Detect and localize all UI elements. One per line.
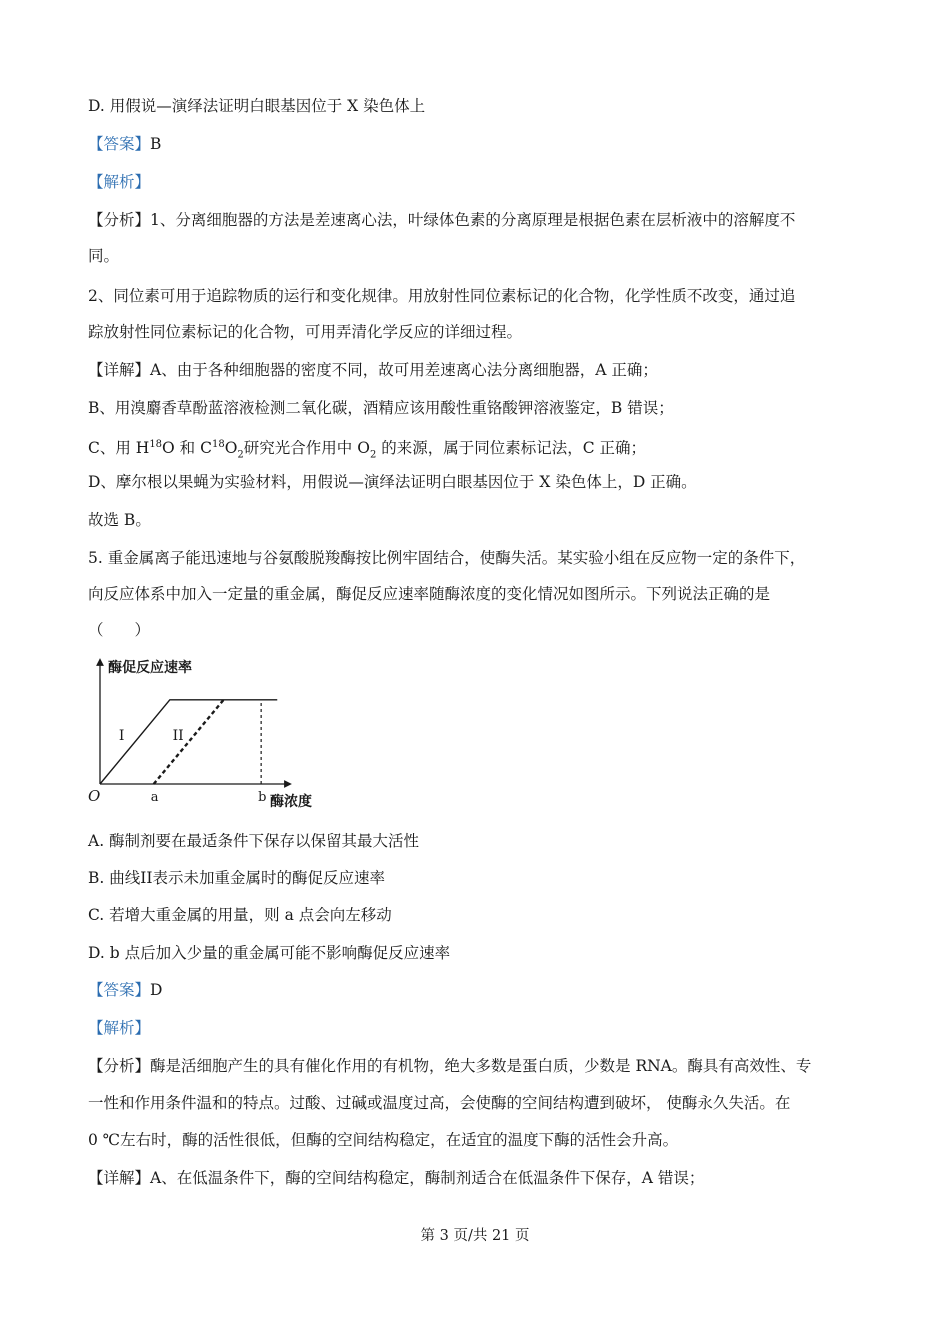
q5-option-d: D. b 点后加入少量的重金属可能不影响酶促反应速率 — [88, 944, 451, 962]
q4-xiangjie-d: D、摩尔根以果蝇为实验材料，用假说—演绎法证明白眼基因位于 X 染色体上，D 正确。 — [88, 473, 697, 491]
q4-conclusion: 故选 B。 — [88, 511, 151, 529]
q4-fenxi-line-2: 同。 — [88, 247, 120, 265]
answer-tag: 【答案】 — [88, 135, 151, 153]
q5-xiangjie-a — [88, 1166, 704, 1190]
q5-analysis-heading — [88, 1016, 150, 1040]
answer-value: D — [150, 981, 163, 999]
q4-answer — [88, 132, 161, 156]
series-I-label: I — [118, 727, 125, 744]
q5-fenxi-line-1 — [88, 1054, 811, 1078]
q5-answer — [88, 978, 162, 1002]
series-II-line — [154, 700, 224, 784]
series-II-label: II — [172, 727, 184, 744]
c-sup-2: 18 — [211, 439, 225, 450]
q4-analysis-heading — [88, 170, 150, 194]
fenxi-tag: 【分析】 — [88, 211, 151, 229]
analysis-tag: 【解析】 — [88, 173, 151, 191]
c-text-3: O — [224, 439, 238, 458]
xiangjie-tag: 【详解】 — [88, 361, 151, 379]
c-sub-2: 2 — [369, 449, 377, 461]
tick-label-b: b — [258, 790, 267, 805]
q5-fenxi-line-3: 0 ℃左右时，酶的活性很低，但酶的空间结构稳定，在适宜的温度下酶的活性会升高。 — [88, 1131, 679, 1149]
c-sub-1: 2 — [237, 449, 244, 461]
q5-stem-line-2: 向反应体系中加入一定量的重金属，酶促反应速率随酶浓度的变化情况如图所示。下列说法正确的是 — [88, 585, 771, 603]
q5-stem-line-1: 5. 重金属离子能迅速地与谷氨酸脱羧酶按比例牢固结合，使酶失活。某实验小组在反应物一定的条件下， — [88, 549, 806, 567]
c-sup-1: 18 — [149, 439, 163, 450]
c-text-1: C、用 H — [88, 439, 150, 458]
x-axis-label: 酶浓度 — [270, 794, 312, 810]
c-text-2: O 和 C — [162, 439, 212, 458]
analysis-tag: 【解析】 — [88, 1019, 151, 1037]
answer-tag: 【答案】 — [88, 981, 151, 999]
q5-option-a: A. 酶制剂要在最适条件下保存以保留其最大活性 — [88, 832, 420, 850]
q5-stem-line-3: （ ） — [88, 621, 151, 639]
xiangjie-text: A、由于各种细胞器的密度不同，故可用差速离心法分离细胞器，A 正确； — [150, 361, 658, 379]
c-text-5: 的来源，属于同位素标记法，C 正确； — [376, 439, 647, 458]
y-axis-label: 酶促反应速率 — [108, 660, 192, 676]
q4-xiangjie-b: B、用溴麝香草酚蓝溶液检测二氧化碳，酒精应该用酸性重铬酸钾溶液鉴定，B 错误； — [88, 399, 674, 417]
xiangjie-text: A、在低温条件下，酶的空间结构稳定，酶制剂适合在低温条件下保存，A 错误； — [150, 1169, 705, 1187]
fenxi-tag: 【分析】 — [88, 1057, 151, 1075]
q4-option-d: D. 用假说—演绎法证明白眼基因位于 X 染色体上 — [88, 97, 426, 115]
fenxi-text: 酶是活细胞产生的具有催化作用的有机物，绝大多数是蛋白质，少数是 RNA。酶具有高效性、专 — [150, 1057, 812, 1075]
page-footer: 第 3 页/共 21 页 — [420, 1228, 530, 1244]
series-I-line — [100, 700, 277, 784]
enzyme-rate-chart — [82, 656, 322, 816]
tick-label-a: a — [150, 790, 159, 805]
q5-fenxi-line-2: 一性和作用条件温和的特点。过酸、过碱或温度过高，会使酶的空间结构遭到破坏， 使酶永久失活。在 — [88, 1094, 791, 1112]
q4-fenxi-line-4: 踪放射性同位素标记的化合物，可用弄清化学反应的详细过程。 — [88, 323, 523, 341]
q5-option-b: B. 曲线II表示未加重金属时的酶促反应速率 — [88, 869, 385, 887]
origin-label: O — [88, 787, 101, 805]
q4-fenxi-line-1 — [88, 208, 795, 232]
q4-xiangjie-a — [88, 358, 658, 382]
c-text-4: 研究光合作用中 O — [243, 439, 370, 458]
fenxi-text: 1、分离细胞器的方法是差速离心法，叶绿体色素的分离原理是根据色素在层析液中的溶解度不 — [150, 211, 796, 229]
q4-xiangjie-c — [88, 433, 646, 467]
answer-value: B — [150, 135, 162, 153]
q4-fenxi-line-3: 2、同位素可用于追踪物质的运行和变化规律。用放射性同位素标记的化合物，化学性质不改变，通过追 — [88, 287, 796, 305]
q5-option-c: C. 若增大重金属的用量，则 a 点会向左移动 — [88, 906, 392, 924]
xiangjie-tag: 【详解】 — [88, 1169, 151, 1187]
